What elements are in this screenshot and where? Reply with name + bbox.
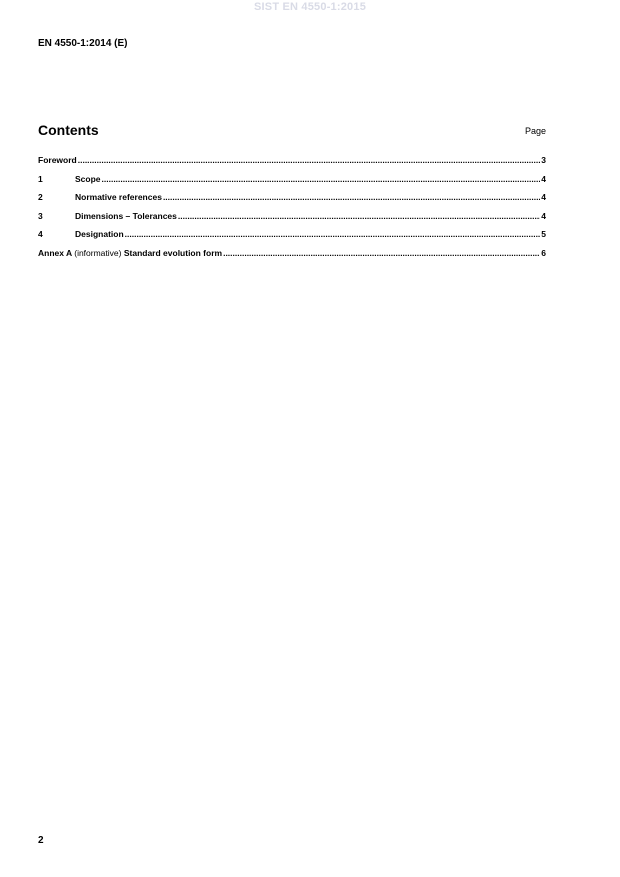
toc-entry-label: Dimensions – Tolerances	[75, 210, 177, 221]
toc-entry-number: 4	[38, 229, 43, 239]
contents-heading-row	[38, 122, 546, 142]
toc-entry-page: 3	[541, 155, 546, 165]
annex-qualifier: (informative)	[74, 247, 122, 258]
toc-entry-scope[interactable]	[38, 174, 546, 193]
toc-entry-page: 5	[541, 229, 546, 239]
toc-entry-number: 1	[38, 173, 43, 184]
contents-title: Contents	[38, 122, 99, 138]
table-of-contents	[38, 155, 546, 266]
toc-entry-page: 4	[541, 192, 546, 202]
toc-entry-foreword[interactable]	[38, 155, 546, 174]
toc-entry-page: 4	[541, 173, 546, 184]
document-identifier: EN 4550-1:2014 (E)	[38, 38, 128, 49]
toc-annex-label	[38, 248, 222, 258]
toc-entry-label: Normative references	[75, 192, 162, 202]
toc-entry-number: 2	[38, 192, 43, 202]
page-column-label: Page	[524, 126, 546, 136]
toc-leader-dots	[163, 192, 540, 202]
toc-entry-label: Scope	[75, 173, 101, 184]
annex-prefix: Annex A	[38, 247, 72, 258]
toc-leader-dots	[125, 229, 541, 239]
toc-entry-annex-a[interactable]	[38, 248, 546, 267]
toc-entry-page: 4	[541, 210, 546, 221]
annex-title: Standard evolution form	[123, 247, 223, 258]
toc-entry-label: Foreword	[38, 155, 77, 165]
toc-entry-page: 6	[541, 247, 546, 258]
toc-entry-normative-references[interactable]	[38, 192, 546, 211]
toc-leader-dots	[78, 155, 541, 165]
page-number: 2	[38, 835, 44, 846]
toc-leader-dots	[102, 174, 541, 184]
toc-leader-dots	[223, 248, 540, 258]
toc-entry-designation[interactable]	[38, 229, 546, 248]
toc-entry-number: 3	[38, 210, 43, 221]
toc-entry-dimensions-tolerances[interactable]	[38, 211, 546, 230]
watermark: SIST EN 4550-1:2015	[253, 1, 367, 13]
toc-leader-dots	[178, 211, 540, 221]
toc-entry-label: Designation	[75, 229, 124, 239]
